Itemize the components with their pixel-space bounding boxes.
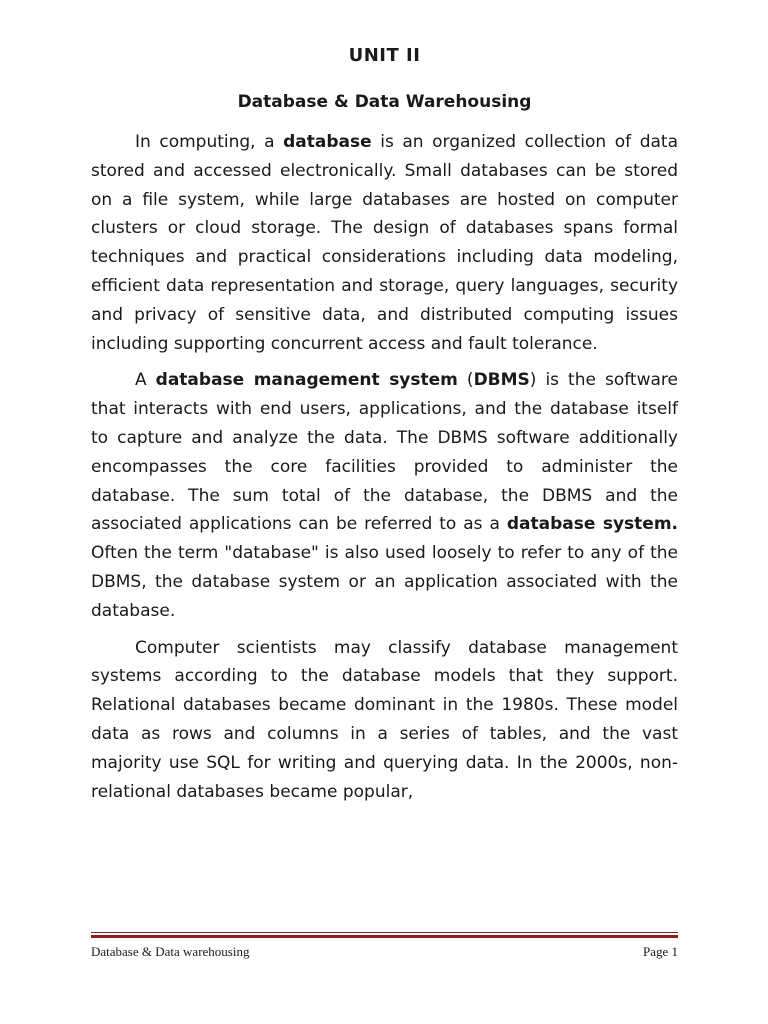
bold-term-database-system: database system. [506, 514, 679, 535]
footer-rule-thick [91, 935, 678, 938]
document-title: Database & Data Warehousing [237, 92, 532, 112]
paragraph-3 [91, 634, 678, 807]
text-segment: Computer scientists may classify database management systems according to the database models that they support. Relational databases became dominant in the 1980s. These model data as rows and columns in a series of tables, and the vast majority use SQL for writing and querying data. In the 2000s, non-relational databases became popular, [91, 637, 678, 802]
paragraph-1 [91, 128, 678, 358]
footer-document-title: Database & Data warehousing [91, 944, 250, 959]
bold-term-dbms-full: database management system [155, 370, 458, 391]
unit-heading: UNIT II [348, 45, 421, 66]
text-segment: In computing, a [135, 132, 284, 152]
text-segment: ) is the software that interacts with end users, applications, and the database itself to capture and analyze the data. The DBMS software additionally encompasses the core facilities provided to administer the database. The sum total of the database, the DBMS and the associated applications can be referred to as a [91, 370, 678, 535]
page-content [91, 42, 678, 814]
bold-term-dbms: DBMS [473, 370, 530, 391]
text-segment: is an organized collection of data stored and accessed electronically. Small databases can be stored on a file system, while large databases are hosted on computer clusters or cloud storage. The design of databases spans formal techniques and practical considerations including data modeling, efficient data representation and storage, query languages, security and privacy of sensitive data, and distributed computing issues including supporting concurrent access and fault tolerance. [91, 132, 678, 354]
paragraph-2 [91, 366, 678, 625]
text-segment: A [135, 370, 156, 391]
footer-rule-thin [91, 932, 678, 933]
bold-term-database: database [283, 132, 372, 152]
text-segment: ( [457, 370, 474, 391]
text-segment: Often the term "database" is also used loosely to refer to any of the DBMS, the database system or an application associated with the database. [91, 543, 678, 621]
footer-page-number: Page 1 [642, 944, 678, 959]
